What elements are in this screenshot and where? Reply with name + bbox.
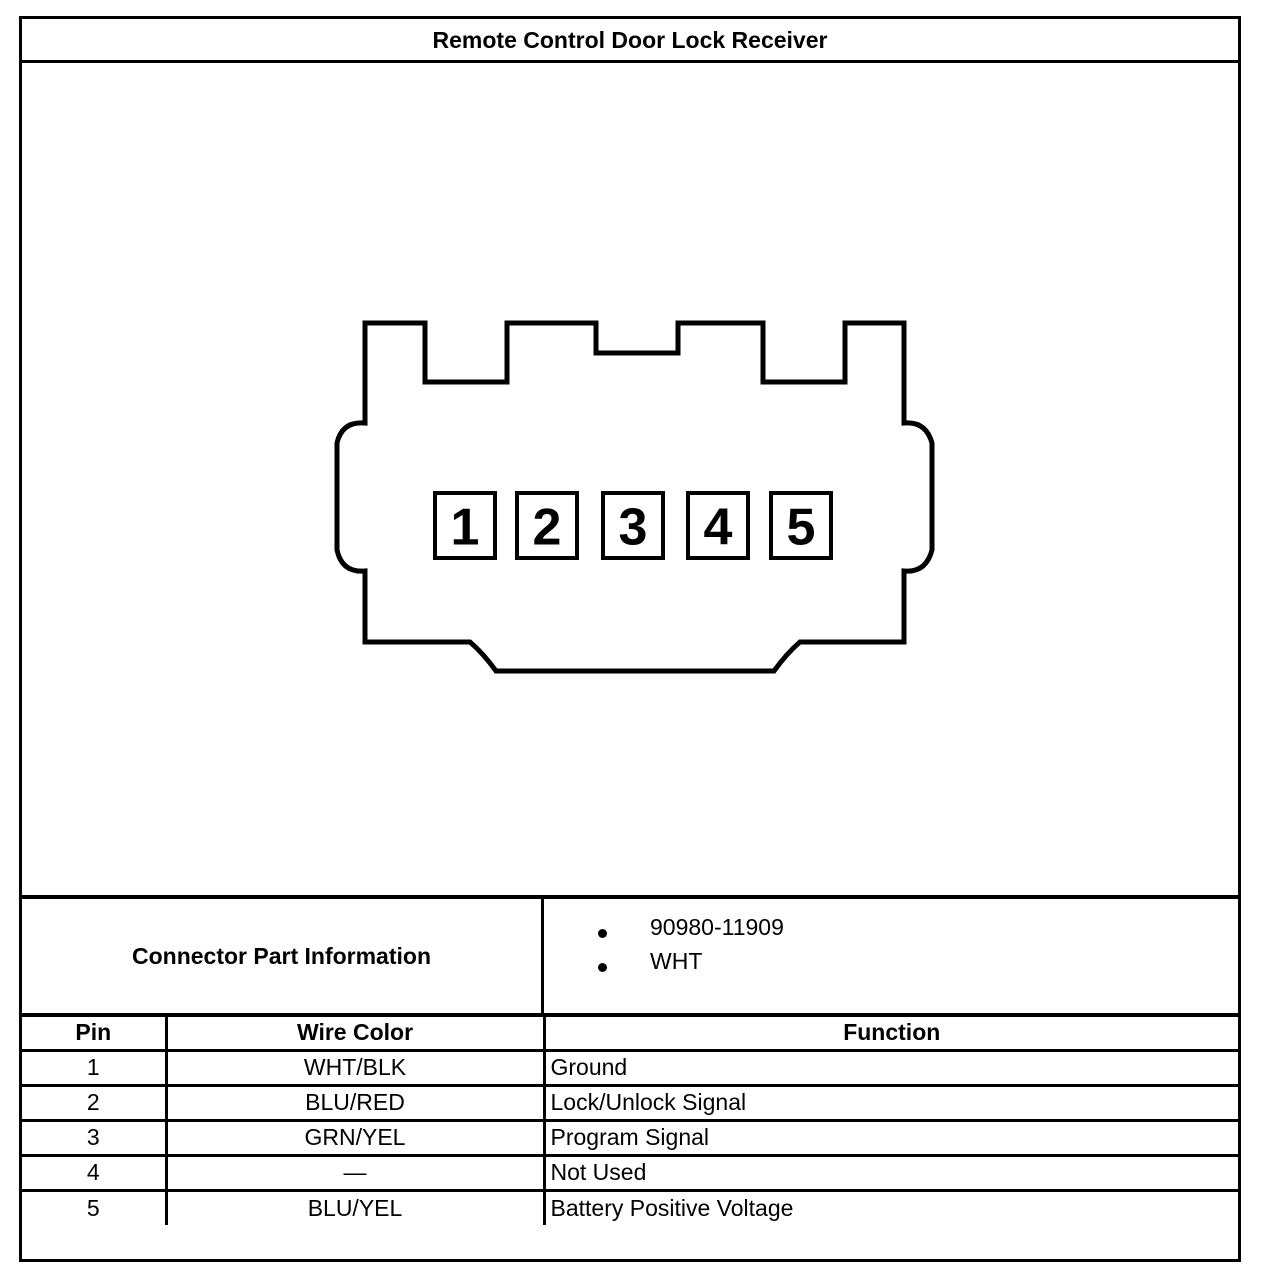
pin-function: Lock/Unlock Signal: [544, 1085, 1238, 1120]
table-row: [22, 1050, 1238, 1085]
pin-label-3: 3: [618, 498, 648, 557]
pin-number: 4: [22, 1155, 166, 1190]
pin-function: Program Signal: [544, 1120, 1238, 1155]
part-number: 90980-11909: [650, 914, 784, 940]
bullet-icon: [598, 929, 607, 938]
wire-color: BLU/RED: [166, 1085, 544, 1120]
connector-face-drawing: [22, 63, 1238, 895]
pin-function: Ground: [544, 1050, 1238, 1085]
pin-number: 5: [22, 1190, 166, 1225]
pin-number: 2: [22, 1085, 166, 1120]
pin-function: Not Used: [544, 1155, 1238, 1190]
pin-label-1: 1: [450, 498, 480, 557]
part-info-list: [544, 899, 1238, 1013]
connector-outline: [337, 323, 932, 671]
page-title: Remote Control Door Lock Receiver: [22, 19, 1238, 63]
pin-label-5: 5: [786, 498, 816, 557]
pin-table: [22, 1013, 1238, 1225]
wire-color: BLU/YEL: [166, 1190, 544, 1225]
wire-color: GRN/YEL: [166, 1120, 544, 1155]
header-wire-color: Wire Color: [166, 1015, 544, 1050]
wire-color: WHT/BLK: [166, 1050, 544, 1085]
wire-color: —: [166, 1155, 544, 1190]
pin-number: 1: [22, 1050, 166, 1085]
pin-label-2: 2: [532, 498, 562, 557]
table-row: [22, 1085, 1238, 1120]
connector-part-information: [22, 895, 1238, 1013]
pin-label-4: 4: [703, 498, 733, 557]
table-row: [22, 1190, 1238, 1225]
pin-function: Battery Positive Voltage: [544, 1190, 1238, 1225]
pin-table-header: [22, 1015, 1238, 1050]
part-info-label: Connector Part Information: [22, 899, 544, 1013]
part-color: WHT: [650, 948, 703, 974]
pin-cavities: [435, 493, 831, 558]
header-pin: Pin: [22, 1015, 166, 1050]
table-row: [22, 1120, 1238, 1155]
header-function: Function: [544, 1015, 1238, 1050]
bullet-icon: [598, 963, 607, 972]
connector-diagram: [22, 63, 1238, 895]
connector-sheet: [19, 16, 1241, 1262]
pin-number: 3: [22, 1120, 166, 1155]
table-row: [22, 1155, 1238, 1190]
